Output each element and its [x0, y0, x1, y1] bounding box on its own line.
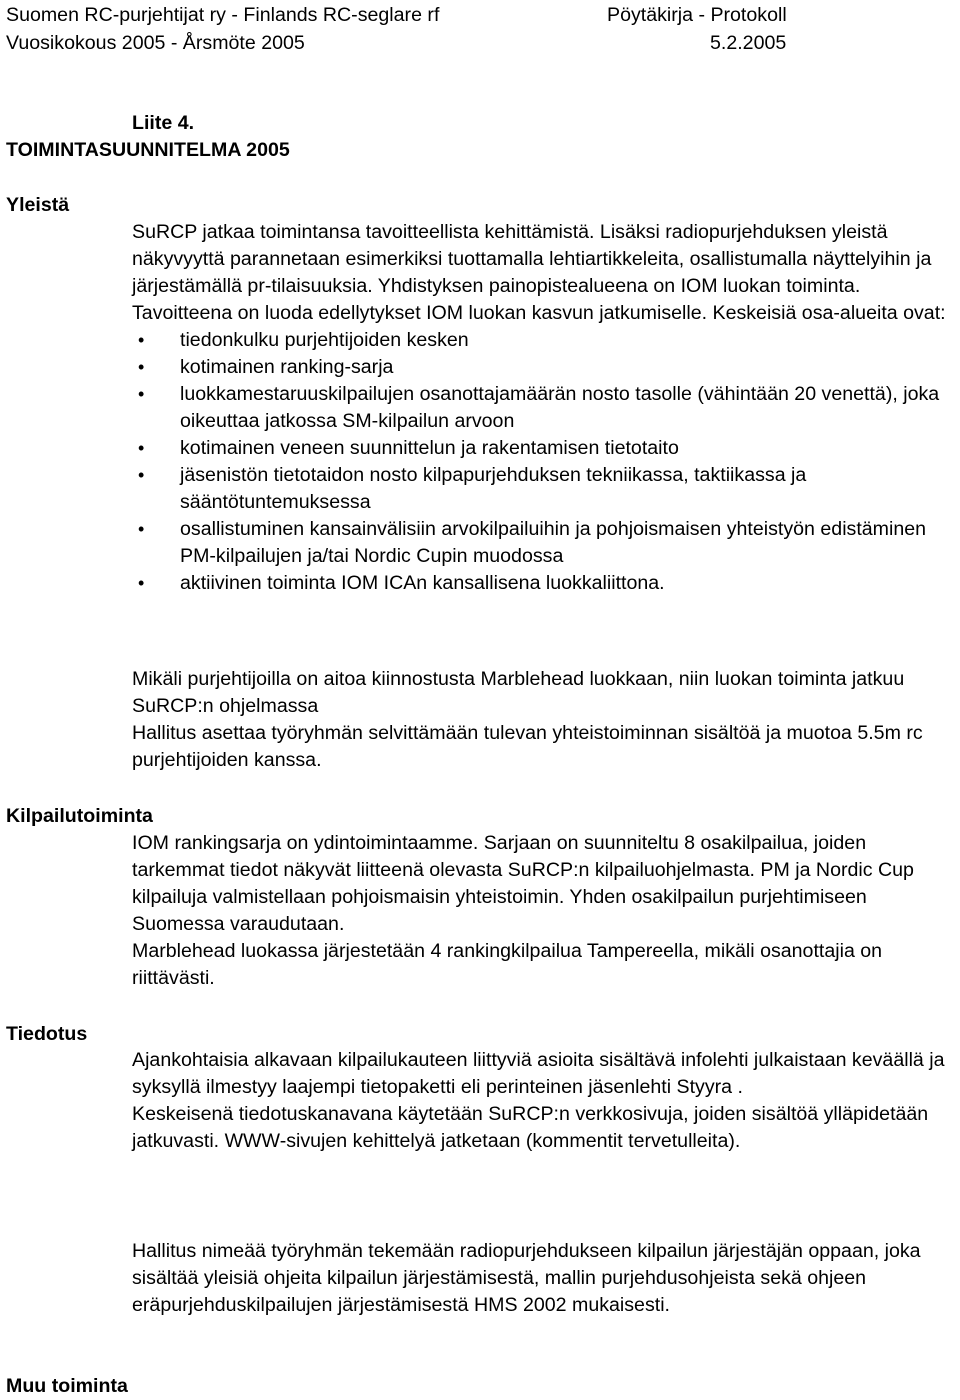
yleista-bullet-list — [132, 327, 958, 597]
list-item: • kotimainen ranking-sarja — [132, 354, 958, 381]
kilpailu-para2: Marblehead luokassa järjestetään 4 rankingkilpailua Tampereella, mikäli osanottajia on riittävästi. — [132, 940, 883, 989]
section-heading-tiedotus: Tiedotus — [6, 1023, 88, 1045]
list-item: • tiedonkulku purjehtijoiden kesken — [132, 327, 958, 354]
section-body-yleista — [132, 219, 958, 597]
section-body-kilpailutoiminta — [132, 830, 958, 992]
list-item: • kotimainen veneen suunnittelun ja rakentamisen tietotaito — [132, 435, 958, 462]
appendix-label: Liite 4. — [132, 112, 195, 134]
header-org: Suomen RC-purjehtijat ry - Finlands RC-seglare rf — [6, 4, 440, 26]
section-heading-muu-toiminta: Muu toiminta — [6, 1375, 128, 1397]
header-doc-type: Pöytäkirja - Protokoll — [607, 4, 787, 26]
tiedotus-guide-block — [132, 1238, 958, 1319]
list-item: • aktiivinen toiminta IOM ICAn kansallisena luokkaliittona. — [132, 570, 958, 597]
page-title: TOIMINTASUUNNITELMA 2005 — [6, 139, 290, 161]
section-heading-yleista: Yleistä — [6, 194, 70, 216]
list-item: • jäsenistön tietotaidon nosto kilpapurjehduksen tekniikassa, taktiikassa ja sääntötuntemuksessa — [132, 462, 958, 516]
section-heading-kilpailutoiminta: Kilpailutoiminta — [6, 805, 153, 827]
header-date: 5.2.2005 — [710, 32, 787, 54]
yleista-para2: Mikäli purjehtijoilla on aitoa kiinnostusta Marblehead luokkaan, niin luokan toiminta jatkuu SuRCP:n ohjelmassa — [132, 668, 905, 717]
yleista-para3: Hallitus asettaa työryhmän selvittämään tulevan yhteistoiminnan sisältöä ja muotoa 5.5m rc purjehtijoiden kanssa. — [132, 722, 923, 771]
yleista-intro: SuRCP jatkaa toimintansa tavoitteellista kehittämistä. Lisäksi radiopurjehduksen yleistä näkyvyyttä parannetaan esimerkiksi tuottamalla lehtiartikkeleita, osallistumalla näyttelyihin ja järjestämällä pr-tilaisuuksia. Yhdistyksen painopistealueena on IOM luokan toiminta. Tavoitteena on luoda edellytykset IOM luokan kasvun jatkumiselle. Keskeisiä osa-alueita ovat: — [132, 221, 946, 324]
tiedotus-para2: Keskeisenä tiedotuskanavana käytetään SuRCP:n verkkosivuja, joiden sisältöä ylläpidetään jatkuvasti. WWW-sivujen kehittelyä jatketaan (kommentit tervetulleita). — [132, 1103, 929, 1152]
tiedotus-para1: Ajankohtaisia alkavaan kilpailukauteen liittyviä asioita sisältävä infolehti julkaistaan keväällä ja syksyllä ilmestyy laajempi tietopaketti eli perinteinen jäsenlehti Styyra . — [132, 1049, 945, 1098]
list-item: • luokkamestaruuskilpailujen osanottajamäärän nosto tasolle (vähintään 20 venettä), joka oikeuttaa jatkossa SM-kilpailun arvoon — [132, 381, 958, 435]
tiedotus-para3: Hallitus nimeää työryhmän tekemään radiopurjehdukseen kilpailun järjestäjän oppaan, joka sisältää yleisiä ohjeita kilpailun järjestämisestä, mallin purjehdusohjeista sekä ohjeen eräpurjehduskilpailujen järjestämisestä HMS 2002 mukaisesti. — [132, 1240, 921, 1316]
list-item: • osallistuminen kansainvälisiin arvokilpailuihin ja pohjoismaisen yhteistyön edistäminen PM-kilpailujen ja/tai Nordic Cupin muodossa — [132, 516, 958, 570]
yleista-marblehead-block — [132, 666, 958, 774]
kilpailu-para1: IOM rankingsarja on ydintoimintaamme. Sarjaan on suunniteltu 8 osakilpailua, joiden tarkemmat tiedot näkyvät liitteenä olevasta SuRCP:n kilpailuohjelmasta. PM ja Nordic Cup kilpailuja valmistellaan pohjoismaisin yhteistoimin. Yhden osakilpailun purjehtimiseen Suomessa varaudutaan. — [132, 832, 914, 935]
header-meeting: Vuosikokous 2005 - Årsmöte 2005 — [6, 32, 305, 54]
section-body-tiedotus — [132, 1047, 958, 1155]
